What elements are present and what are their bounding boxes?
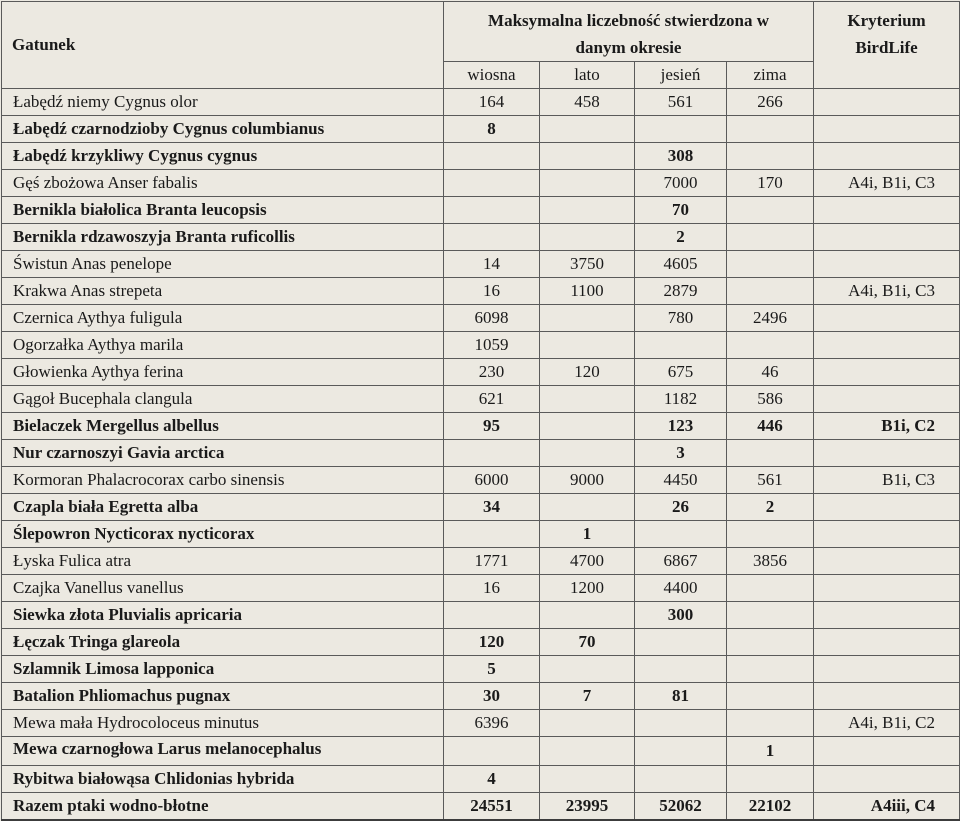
- birdlife-criterion: [814, 521, 960, 548]
- species-name: Ślepowron Nycticorax nycticorax: [2, 521, 444, 548]
- winter-count: 3856: [727, 548, 814, 575]
- birdlife-criterion: A4iii, C4: [814, 793, 960, 821]
- species-name: Nur czarnoszyi Gavia arctica: [2, 440, 444, 467]
- species-name: Łabędź czarnodzioby Cygnus columbianus: [2, 116, 444, 143]
- birdlife-criterion: [814, 683, 960, 710]
- winter-count: 2496: [727, 305, 814, 332]
- table-row: [2, 629, 960, 656]
- summer-count: 458: [540, 89, 635, 116]
- species-name: Bernikla białolica Branta leucopsis: [2, 197, 444, 224]
- summer-count: [540, 197, 635, 224]
- spring-count: [444, 143, 540, 170]
- birdlife-criterion: [814, 332, 960, 359]
- summer-count: [540, 170, 635, 197]
- table-row: [2, 251, 960, 278]
- species-name: Łęczak Tringa glareola: [2, 629, 444, 656]
- bird-counts-table: [1, 1, 960, 821]
- spring-count: 8: [444, 116, 540, 143]
- winter-count: [727, 440, 814, 467]
- autumn-count: [635, 656, 727, 683]
- species-name: Mewa czarnogłowa Larus melanocephalus: [2, 737, 444, 766]
- species-name: Czajka Vanellus vanellus: [2, 575, 444, 602]
- criterion-column-header: Kryterium BirdLife: [814, 2, 960, 89]
- winter-count: [727, 575, 814, 602]
- spring-count: 164: [444, 89, 540, 116]
- autumn-count: 3: [635, 440, 727, 467]
- spring-count: [444, 197, 540, 224]
- table-row: [2, 143, 960, 170]
- table-row: [2, 683, 960, 710]
- autumn-count: 123: [635, 413, 727, 440]
- summer-count: [540, 143, 635, 170]
- winter-count: 586: [727, 386, 814, 413]
- table-row: [2, 494, 960, 521]
- birdlife-criterion: [814, 386, 960, 413]
- species-name: Szlamnik Limosa lapponica: [2, 656, 444, 683]
- autumn-count: 2879: [635, 278, 727, 305]
- autumn-count: [635, 766, 727, 793]
- spring-count: 6396: [444, 710, 540, 737]
- summer-count: 7: [540, 683, 635, 710]
- table-row: [2, 332, 960, 359]
- table-row: [2, 656, 960, 683]
- autumn-count: 675: [635, 359, 727, 386]
- summer-count: [540, 224, 635, 251]
- autumn-count: 7000: [635, 170, 727, 197]
- table-row: [2, 197, 960, 224]
- season-header-spring: wiosna: [444, 62, 540, 89]
- birdlife-criterion: A4i, B1i, C3: [814, 170, 960, 197]
- autumn-count: 1182: [635, 386, 727, 413]
- autumn-count: [635, 737, 727, 766]
- table-row: [2, 548, 960, 575]
- summer-count: [540, 440, 635, 467]
- max-count-group-header: Maksymalna liczebność stwierdzona w danym okresie: [444, 2, 814, 62]
- table-row: [2, 278, 960, 305]
- birdlife-criterion: B1i, C3: [814, 467, 960, 494]
- total-row: [2, 793, 960, 821]
- species-name: Krakwa Anas strepeta: [2, 278, 444, 305]
- spring-count: 4: [444, 766, 540, 793]
- spring-count: 6098: [444, 305, 540, 332]
- winter-count: 446: [727, 413, 814, 440]
- spring-count: [444, 440, 540, 467]
- summer-count: [540, 386, 635, 413]
- season-header-autumn: jesień: [635, 62, 727, 89]
- species-name: Razem ptaki wodno-błotne: [2, 793, 444, 821]
- birdlife-criterion: B1i, C2: [814, 413, 960, 440]
- species-name: Bernikla rdzawoszyja Branta ruficollis: [2, 224, 444, 251]
- table-row: [2, 386, 960, 413]
- spring-count: 6000: [444, 467, 540, 494]
- table-row: [2, 467, 960, 494]
- birdlife-criterion: [814, 737, 960, 766]
- species-name: Czapla biała Egretta alba: [2, 494, 444, 521]
- spring-count: 1059: [444, 332, 540, 359]
- birdlife-criterion: [814, 143, 960, 170]
- species-name: Rybitwa białowąsa Chlidonias hybrida: [2, 766, 444, 793]
- winter-count: 266: [727, 89, 814, 116]
- summer-count: 1: [540, 521, 635, 548]
- table-row: [2, 766, 960, 793]
- winter-count: [727, 332, 814, 359]
- table-row: [2, 305, 960, 332]
- table-row: [2, 710, 960, 737]
- summer-count: [540, 413, 635, 440]
- species-name: Łabędź niemy Cygnus olor: [2, 89, 444, 116]
- spring-count: 1771: [444, 548, 540, 575]
- table-row: [2, 413, 960, 440]
- winter-count: [727, 521, 814, 548]
- birdlife-criterion: A4i, B1i, C3: [814, 278, 960, 305]
- autumn-count: [635, 629, 727, 656]
- winter-count: [727, 116, 814, 143]
- autumn-count: 561: [635, 89, 727, 116]
- table-row: [2, 116, 960, 143]
- winter-count: [727, 710, 814, 737]
- spring-count: 16: [444, 575, 540, 602]
- birdlife-criterion: [814, 602, 960, 629]
- species-name: Czernica Aythya fuligula: [2, 305, 444, 332]
- summer-count: 1100: [540, 278, 635, 305]
- birdlife-criterion: [814, 548, 960, 575]
- spring-count: 34: [444, 494, 540, 521]
- summer-count: 1200: [540, 575, 635, 602]
- species-name: Gęś zbożowa Anser fabalis: [2, 170, 444, 197]
- winter-count: 46: [727, 359, 814, 386]
- table-row: [2, 440, 960, 467]
- birdlife-criterion: [814, 197, 960, 224]
- summer-count: 3750: [540, 251, 635, 278]
- autumn-count: 4400: [635, 575, 727, 602]
- summer-count: [540, 305, 635, 332]
- spring-count: 230: [444, 359, 540, 386]
- birdlife-criterion: [814, 494, 960, 521]
- autumn-count: 780: [635, 305, 727, 332]
- summer-count: 9000: [540, 467, 635, 494]
- spring-count: 30: [444, 683, 540, 710]
- season-header-summer: lato: [540, 62, 635, 89]
- summer-count: [540, 602, 635, 629]
- summer-count: 4700: [540, 548, 635, 575]
- autumn-count: [635, 710, 727, 737]
- summer-count: 23995: [540, 793, 635, 821]
- autumn-count: 4605: [635, 251, 727, 278]
- winter-count: [727, 602, 814, 629]
- autumn-count: 70: [635, 197, 727, 224]
- species-name: Świstun Anas penelope: [2, 251, 444, 278]
- autumn-count: 300: [635, 602, 727, 629]
- summer-count: 120: [540, 359, 635, 386]
- spring-count: 14: [444, 251, 540, 278]
- winter-count: 2: [727, 494, 814, 521]
- birdlife-criterion: [814, 629, 960, 656]
- summer-count: [540, 710, 635, 737]
- birdlife-criterion: [814, 359, 960, 386]
- table-row: [2, 170, 960, 197]
- summer-count: [540, 116, 635, 143]
- species-name: Ogorzałka Aythya marila: [2, 332, 444, 359]
- species-name: Batalion Phliomachus pugnax: [2, 683, 444, 710]
- species-name: Łabędź krzykliwy Cygnus cygnus: [2, 143, 444, 170]
- table-row: [2, 602, 960, 629]
- birdlife-criterion: [814, 116, 960, 143]
- spring-count: [444, 521, 540, 548]
- spring-count: 95: [444, 413, 540, 440]
- summer-count: 70: [540, 629, 635, 656]
- species-name: Siewka złota Pluvialis apricaria: [2, 602, 444, 629]
- summer-count: [540, 656, 635, 683]
- table-row: [2, 575, 960, 602]
- winter-count: [727, 251, 814, 278]
- autumn-count: 26: [635, 494, 727, 521]
- summer-count: [540, 737, 635, 766]
- summer-count: [540, 332, 635, 359]
- winter-count: [727, 656, 814, 683]
- season-header-winter: zima: [727, 62, 814, 89]
- spring-count: 16: [444, 278, 540, 305]
- birdlife-criterion: [814, 224, 960, 251]
- winter-count: [727, 224, 814, 251]
- species-name: Mewa mała Hydrocoloceus minutus: [2, 710, 444, 737]
- spring-count: [444, 737, 540, 766]
- winter-count: 22102: [727, 793, 814, 821]
- summer-count: [540, 494, 635, 521]
- table-body: [2, 89, 960, 821]
- winter-count: 1: [727, 737, 814, 766]
- autumn-count: [635, 116, 727, 143]
- autumn-count: 6867: [635, 548, 727, 575]
- species-column-header: Gatunek: [2, 2, 444, 89]
- autumn-count: 52062: [635, 793, 727, 821]
- autumn-count: [635, 521, 727, 548]
- birdlife-criterion: [814, 305, 960, 332]
- spring-count: 5: [444, 656, 540, 683]
- table-row: [2, 89, 960, 116]
- autumn-count: 308: [635, 143, 727, 170]
- autumn-count: [635, 332, 727, 359]
- table-row: [2, 521, 960, 548]
- birdlife-criterion: A4i, B1i, C2: [814, 710, 960, 737]
- birdlife-criterion: [814, 89, 960, 116]
- summer-count: [540, 766, 635, 793]
- winter-count: [727, 143, 814, 170]
- winter-count: 170: [727, 170, 814, 197]
- winter-count: [727, 766, 814, 793]
- birdlife-criterion: [814, 251, 960, 278]
- species-name: Bielaczek Mergellus albellus: [2, 413, 444, 440]
- species-name: Kormoran Phalacrocorax carbo sinensis: [2, 467, 444, 494]
- autumn-count: 2: [635, 224, 727, 251]
- autumn-count: 4450: [635, 467, 727, 494]
- birdlife-criterion: [814, 575, 960, 602]
- birdlife-criterion: [814, 766, 960, 793]
- winter-count: [727, 197, 814, 224]
- spring-count: [444, 170, 540, 197]
- species-name: Głowienka Aythya ferina: [2, 359, 444, 386]
- species-name: Gągoł Bucephala clangula: [2, 386, 444, 413]
- autumn-count: 81: [635, 683, 727, 710]
- table-row: [2, 737, 960, 766]
- table-row: [2, 359, 960, 386]
- species-name: Łyska Fulica atra: [2, 548, 444, 575]
- winter-count: [727, 278, 814, 305]
- spring-count: [444, 602, 540, 629]
- spring-count: [444, 224, 540, 251]
- spring-count: 24551: [444, 793, 540, 821]
- birdlife-criterion: [814, 656, 960, 683]
- winter-count: [727, 683, 814, 710]
- winter-count: 561: [727, 467, 814, 494]
- winter-count: [727, 629, 814, 656]
- spring-count: 120: [444, 629, 540, 656]
- table-row: [2, 224, 960, 251]
- spring-count: 621: [444, 386, 540, 413]
- birdlife-criterion: [814, 440, 960, 467]
